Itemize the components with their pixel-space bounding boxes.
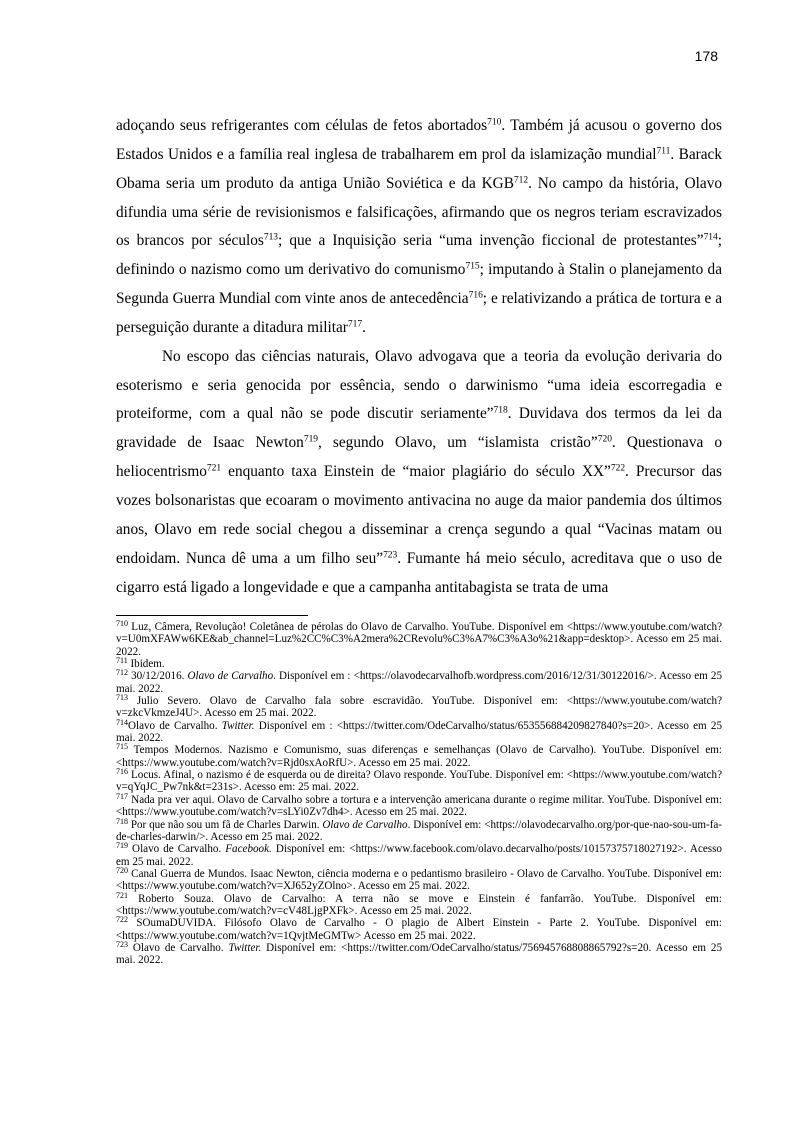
text-run: . Questionava o heliocentrismo bbox=[116, 434, 723, 481]
footnote bbox=[116, 917, 722, 942]
text-run: enquanto taxa Einstein de “maior plagiário do século XX” bbox=[221, 463, 611, 481]
footnote-ref: 712 bbox=[513, 175, 529, 185]
footnote bbox=[116, 744, 722, 769]
text-run: SOumaDUVIDA. Filósofo Olavo de Carvalho - O plagio de Albert Einstein - Parte 2. YouTube. Disponível em: <https://www.youtube.com/watch?v=1QvjtMeGMTw> Acesso em 25 mai. 2022. bbox=[116, 917, 722, 942]
text-run: , segundo Olavo, um “islamista cristão” bbox=[318, 434, 598, 452]
footnote bbox=[116, 865, 722, 893]
footnote-ref: 720 bbox=[597, 434, 612, 445]
footnote bbox=[116, 717, 722, 745]
text-run: Disponível em: <https://www.facebook.com/olavo.decarvalho/posts/10157375718027192>. Acesso em 25 mai. 2022. bbox=[116, 843, 722, 868]
text-run: . Disponível em: <https://olavodecarvalho.org/por-que-nao-sou-um-fa-de-charles-darwin/>. Acesso em 25 mai. 2022. bbox=[116, 818, 723, 843]
footnote-ref: 716 bbox=[468, 290, 483, 301]
source-title: Facebook. bbox=[225, 843, 272, 856]
footnote-number: 715 bbox=[116, 742, 128, 752]
footnote bbox=[116, 890, 722, 918]
text-run: . Também já acusou o governo dos Estados Unidos e a família real inglesa de trabalharem em prol da islamização mundial bbox=[116, 117, 722, 163]
footnote-number: 722 bbox=[116, 915, 128, 925]
footnote bbox=[116, 816, 723, 844]
text-run: . Duvidava dos termos da lei da gravidade de Isaac Newton bbox=[116, 405, 722, 452]
footnote-ref: 714 bbox=[703, 232, 718, 243]
text-run: ; imputando à Stalin o planejamento da Segunda Guerra Mundial com vinte anos de antecedência bbox=[116, 261, 722, 308]
text-run: Olavo de Carvalho. bbox=[127, 941, 229, 954]
page-number: 178 bbox=[694, 48, 718, 64]
text-run: 30/12/2016. bbox=[127, 670, 188, 683]
text-run: . Barack Obama seria um produto da antiga União Soviética e da KGB bbox=[116, 145, 722, 192]
footnote bbox=[116, 658, 722, 670]
footnote-number: 711 bbox=[116, 656, 128, 666]
footnote-ref: 710 bbox=[487, 117, 502, 128]
footnote bbox=[116, 695, 722, 720]
text-run: Disponível em: <https://twitter.com/OdeCarvalho/status/756945768808865792?s=20. Acesso em 25 mai. 2022. bbox=[116, 941, 722, 967]
footnote-separator bbox=[116, 615, 308, 616]
footnote bbox=[116, 843, 722, 868]
footnote-ref: 717 bbox=[347, 319, 363, 330]
text-run: . Precursor das vozes bolsonaristas que ecoaram o movimento antivacina no auge da maior pandemia dos últimos anos, Olavo em rede social chegou a disseminar a crença segundo a qual “Vacinas matam ou endoidam. Nunca dê uma a um filho seu” bbox=[116, 463, 722, 567]
source-title: Olavo de Carvalho bbox=[187, 670, 274, 683]
text-run: . bbox=[362, 318, 366, 336]
text-run: Disponível em : <https://twitter.com/OdeCarvalho/status/653556884209827840?s=20>. Acesso em 25 mai. 2022. bbox=[116, 719, 722, 745]
text-run: Tempos Modernos. Nazismo e Comunismo, suas diferenças e semelhanças (Olavo de Carvalho). YouTube. Disponível em: <https://www.youtube.com/watch?v=Rjd0sxAoRfU>. Acesso em 25 mai. 2022. bbox=[116, 744, 722, 769]
footnote-number: 712 bbox=[116, 668, 128, 678]
footnote-number: 718 bbox=[116, 816, 128, 826]
footnote-number: 710 bbox=[116, 619, 128, 629]
text-run: Ibidem. bbox=[127, 658, 165, 671]
text-run: Luz, Câmera, Revolução! Coletânea de pérolas do Olavo de Carvalho. YouTube. Disponível em <https://www.youtube.com/watch?v=U0mXFAWw6KE&ab_channel=Luz%2CC%C3%A2mera%2CRevolu%C3%A7%C3%A3o%21&app=desktop>. Acesso em 25 mai. 2022. bbox=[116, 621, 722, 658]
footnote-number: 723 bbox=[116, 939, 128, 949]
body-text bbox=[116, 112, 722, 602]
footnote-ref: 711 bbox=[656, 146, 671, 157]
text-run: Roberto Souza. Olavo de Carvalho: A terra não se move e Einstein é fanfarrão. YouTube. Disponível em: <https://www.youtube.com/watch?v=cV48LjgPXFk>. Acesso em 25 mai. 2022. bbox=[116, 892, 722, 917]
footnote-number: 713 bbox=[116, 693, 128, 703]
footnote bbox=[116, 769, 722, 794]
footnote-ref: 721 bbox=[206, 463, 222, 474]
footnote bbox=[116, 670, 722, 695]
footnote-ref: 723 bbox=[383, 549, 398, 560]
footnote-ref: 719 bbox=[303, 434, 319, 445]
text-run: Nada pra ver aqui. Olavo de Carvalho sobre a tortura e a intervenção americana durante o regime militar. YouTube. Disponível em: <https://www.youtube.com/watch?v=sLYi0Zv7dh4>. Acesso em 25 mai. 2022. bbox=[116, 793, 722, 819]
footnote-ref: 718 bbox=[493, 405, 508, 416]
footnote-number: 720 bbox=[116, 865, 128, 875]
footnote bbox=[116, 621, 722, 658]
text-run: Olavo de Carvalho. bbox=[127, 719, 222, 732]
text-run: Canal Guerra de Mundos. Isaac Newton, ciência moderna e o pedantismo brasileiro - Olavo de Carvalho. YouTube. Disponível em: <https://www.youtube.com/watch?v=XJ652yZOlno>. Acesso em 25 mai. 2022. bbox=[116, 867, 722, 893]
paragraph bbox=[116, 112, 722, 343]
text-run: Locus. Afinal, o nazismo é de esquerda ou de direita? Olavo responde. YouTube. Disponível em: <https://www.youtube.com/watch?v=qYqJC_Pw7nk&t=231s>. Acesso em: 25 mai. 2022. bbox=[116, 769, 722, 794]
footnote bbox=[116, 791, 722, 819]
text-run: ; que a Inquisição seria “uma invenção ficcional de protestantes” bbox=[278, 232, 704, 250]
footnote-number: 717 bbox=[116, 791, 128, 801]
footnote-number: 714 bbox=[116, 717, 128, 727]
text-run: ; definindo o nazismo como um derivativo do comunismo bbox=[116, 232, 723, 279]
footnote bbox=[116, 939, 722, 967]
text-run: Julio Severo. Olavo de Carvalho fala sobre escravidão. YouTube. Disponível em: <https://www.youtube.com/watch?v=zkcVkmzeJ4U>. Acesso em 25 mai. 2022. bbox=[116, 695, 722, 720]
source-title: Twitter. bbox=[228, 941, 262, 954]
source-title: Twitter. bbox=[221, 719, 255, 732]
footnote-ref: 715 bbox=[465, 261, 480, 272]
footnote-number: 719 bbox=[116, 841, 128, 851]
text-run: adoçando seus refrigerantes com células de fetos abortados bbox=[116, 117, 488, 134]
footnote-number: 721 bbox=[116, 890, 128, 900]
footnotes bbox=[116, 621, 722, 967]
footnote-ref: 713 bbox=[263, 232, 279, 243]
text-run: No escopo das ciências naturais, Olavo advogava que a teoria da evolução derivaria do esoterismo e seria genocida por essência, sendo o darwinismo “uma ideia escorregadia e proteiforme, com a qual não se pode discutir seriamente” bbox=[116, 347, 722, 423]
text-run: Por que não sou um fã de Charles Darwin. bbox=[127, 818, 323, 831]
paragraph bbox=[116, 343, 722, 603]
text-run: . No campo da história, Olavo difundia uma série de revisionismos e falsificações, afirmando que os negros teriam escravizados os brancos por séculos bbox=[116, 174, 722, 250]
text-run: Olavo de Carvalho. bbox=[127, 843, 226, 856]
source-title: Olavo de Carvalho bbox=[322, 818, 408, 831]
text-run: . Fumante há meio século, acreditava que o uso de cigarro está ligado a longevidade e que a campanha antitabagista se trata de uma bbox=[116, 549, 722, 596]
footnote-number: 716 bbox=[116, 767, 128, 777]
footnote-ref: 722 bbox=[610, 463, 626, 474]
text-run: . Disponível em : <https://olavodecarvalhofb.wordpress.com/2016/12/31/30122016/>. Acesso em 25 mai. 2022. bbox=[116, 670, 722, 695]
text-run: ; e relativizando a prática de tortura e a perseguição durante a ditadura militar bbox=[116, 290, 723, 336]
